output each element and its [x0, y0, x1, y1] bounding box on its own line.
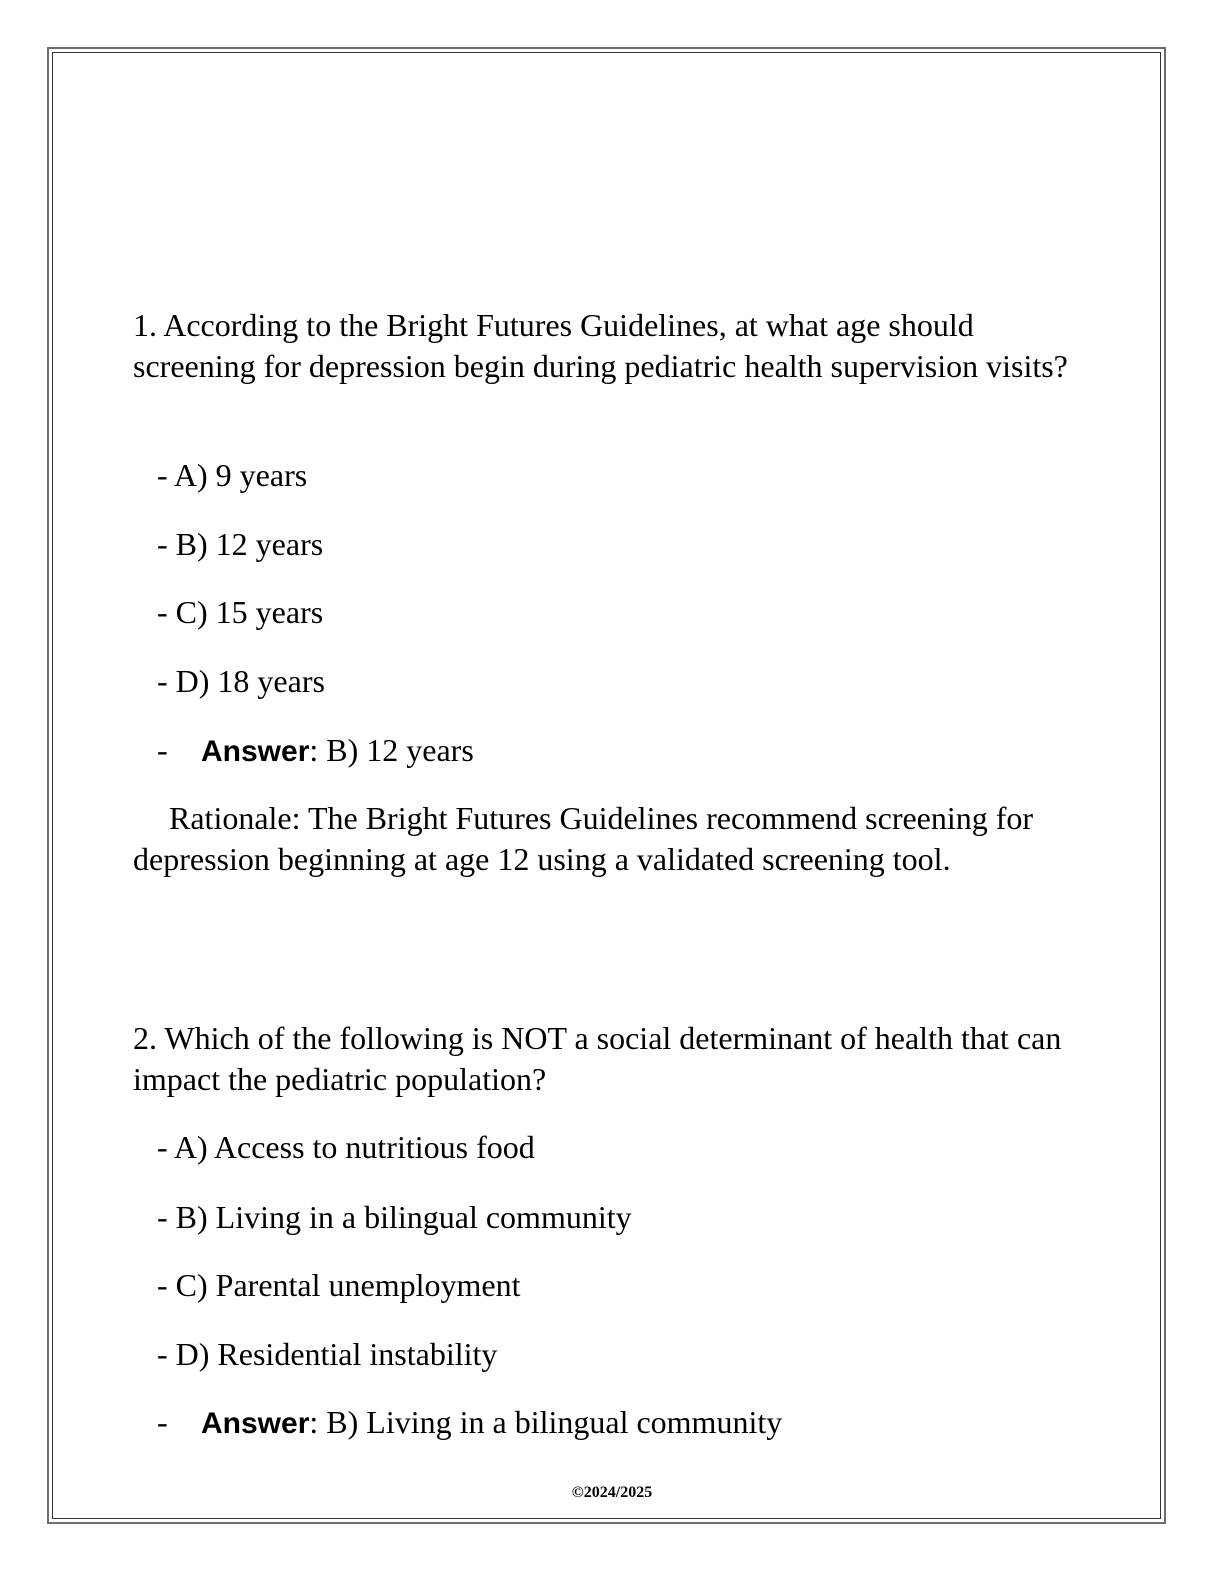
q1-option-c: - C) 15 years	[157, 594, 324, 630]
q1-answer	[157, 730, 474, 772]
q2-answer-dash: -	[157, 1404, 168, 1440]
q2-option-d: - D) Residential instability	[157, 1336, 498, 1372]
q1-answer-label: Answer	[201, 735, 310, 768]
q2-option-a: - A) Access to nutritious food	[157, 1129, 535, 1165]
copyright-footer: ©2024/2025	[571, 1484, 653, 1501]
q2-answer	[157, 1402, 782, 1444]
q2-option-c: - C) Parental unemployment	[157, 1267, 521, 1303]
question-1-text: 1. According to the Bright Futures Guidelines, at what age should screening for depression begin during pediatric health supervision visits?	[133, 307, 1068, 384]
q1-answer-dash: -	[157, 732, 168, 768]
q1-option-a: - A) 9 years	[157, 457, 308, 493]
q1-option-d: - D) 18 years	[157, 663, 325, 699]
q2-answer-text: : B) Living in a bilingual community	[309, 1404, 783, 1440]
q1-answer-text: : B) 12 years	[309, 732, 474, 768]
q2-answer-label: Answer	[201, 1407, 310, 1440]
question-2-text: 2. Which of the following is NOT a social determinant of health that can impact the pediatric population?	[133, 1020, 1062, 1097]
q2-option-b: - B) Living in a bilingual community	[157, 1199, 632, 1235]
q1-option-b: - B) 12 years	[157, 526, 324, 562]
q1-rationale: Rationale: The Bright Futures Guidelines recommend screening for depression beginning at age 12 using a validated screening tool.	[133, 800, 1034, 877]
